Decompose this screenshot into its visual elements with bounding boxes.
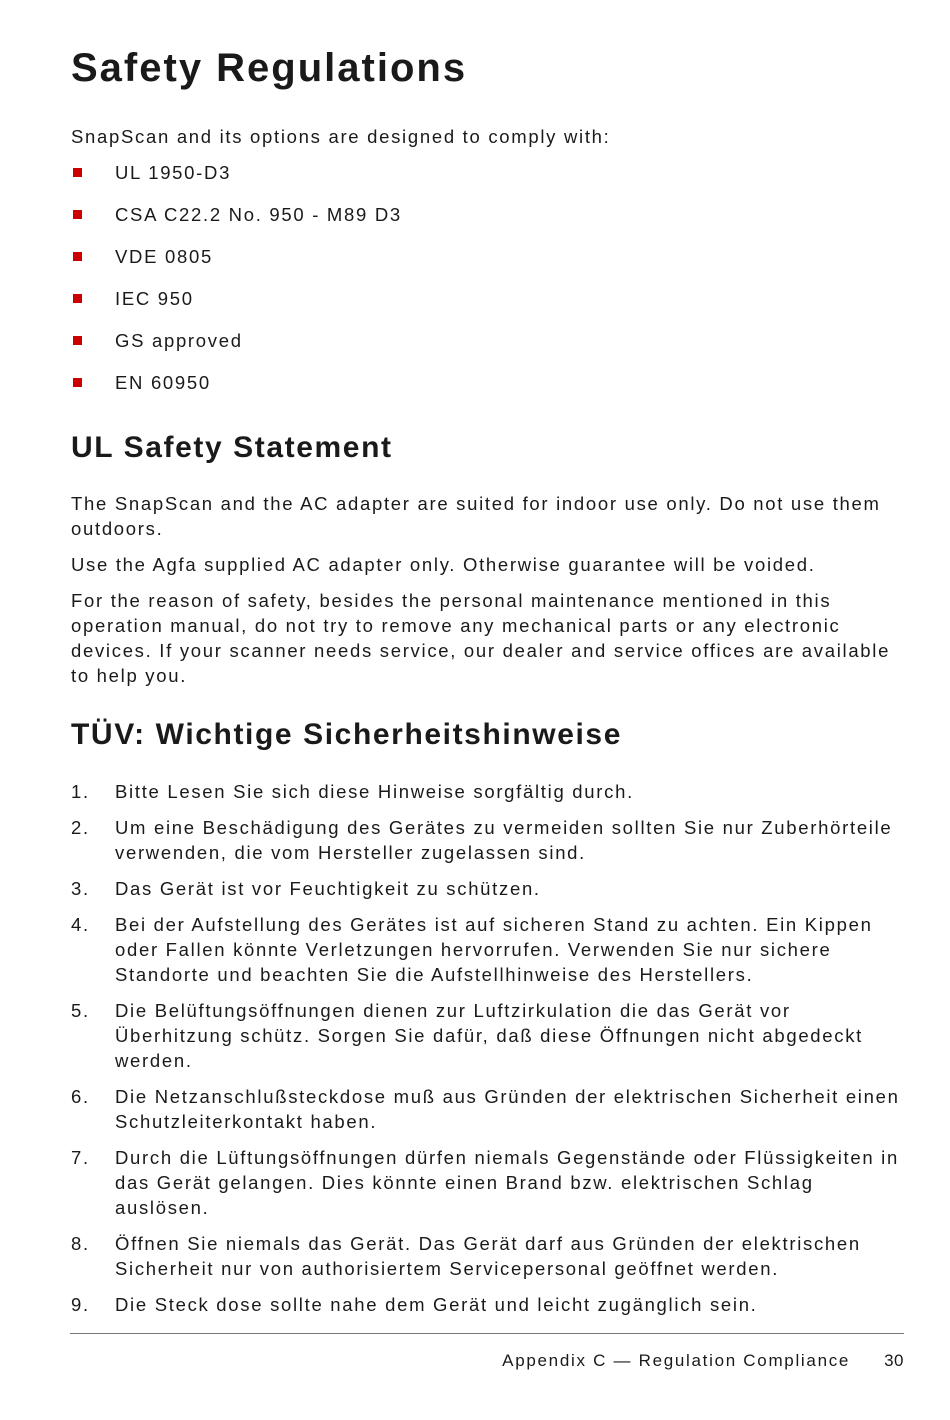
footer-section-label: Appendix C — Regulation Compliance	[502, 1351, 851, 1370]
bullet-square-icon	[73, 336, 82, 345]
ul-section-heading: UL Safety Statement	[71, 431, 393, 464]
ul-paragraph: Use the Agfa supplied AC adapter only. Otherwise guarantee will be voided.	[71, 554, 816, 575]
page-footer	[502, 1351, 904, 1371]
ul-paragraph: For the reason of safety, besides the personal maintenance mentioned in this operation manual, do not try to remove any mechanical parts or any electronic devices. If your scanner needs service, our dealer and service offices are available to help you.	[71, 590, 891, 686]
standards-list	[71, 160, 402, 412]
list-item: 3. Das Gerät ist vor Feuchtigkeit zu schützen.	[71, 878, 541, 899]
list-item: UL 1950-D3	[71, 160, 402, 202]
list-item: VDE 0805	[71, 244, 402, 286]
bullet-square-icon	[73, 294, 82, 303]
list-item: 1. Bitte Lesen Sie sich diese Hinweise sorgfältig durch.	[71, 781, 634, 802]
list-item: 7. Durch die Lüftungsöffnungen dürfen niemals Gegenstände oder Flüssigkeiten in das Gerät gelangen. Dies könnte einen Brand bzw. elektrischen Schlag auslösen.	[71, 1147, 899, 1218]
list-item: 4. Bei der Aufstellung des Gerätes ist auf sicheren Stand zu achten. Ein Kippen oder Fallen könnte Verletzungen hervorrufen. Verwenden Sie nur sichere Standorte und beachten Sie die Aufstellhinweise des Herstellers.	[71, 914, 873, 985]
list-item: 9. Die Steck dose sollte nahe dem Gerät und leicht zugänglich sein.	[71, 1294, 758, 1315]
bullet-square-icon	[73, 378, 82, 387]
tuv-section-heading: TÜV: Wichtige Sicherheitshinweise	[71, 718, 622, 751]
intro-text: SnapScan and its options are designed to comply with:	[71, 126, 611, 147]
footer-divider	[70, 1333, 904, 1334]
list-item: IEC 950	[71, 286, 402, 328]
list-item: 8. Öffnen Sie niemals das Gerät. Das Gerät darf aus Gründen der elektrischen Sicherheit nur von authorisiertem Servicepersonal geöffnet werden.	[71, 1233, 861, 1279]
list-item: GS approved	[71, 328, 402, 370]
list-item: CSA C22.2 No. 950 - M89 D3	[71, 202, 402, 244]
bullet-square-icon	[73, 168, 82, 177]
bullet-square-icon	[73, 210, 82, 219]
list-item: 5. Die Belüftungsöffnungen dienen zur Luftzirkulation die das Gerät vor Überhitzung schütz. Sorgen Sie dafür, daß diese Öffnungen nicht abgedeckt werden.	[71, 1000, 864, 1071]
page-number: 30	[884, 1351, 904, 1370]
tuv-list	[71, 779, 901, 1328]
ul-paragraph: The SnapScan and the AC adapter are suited for indoor use only. Do not use them outdoors.	[71, 493, 881, 539]
bullet-square-icon	[73, 252, 82, 261]
list-item: 2. Um eine Beschädigung des Gerätes zu vermeiden sollten Sie nur Zuberhörteile verwenden, die vom Hersteller zugelassen sind.	[71, 817, 893, 863]
list-item: 6. Die Netzanschlußsteckdose muß aus Gründen der elektrischen Sicherheit einen Schutzleiterkontakt haben.	[71, 1086, 900, 1132]
page-title: Safety Regulations	[71, 46, 468, 90]
list-item: EN 60950	[71, 370, 402, 412]
